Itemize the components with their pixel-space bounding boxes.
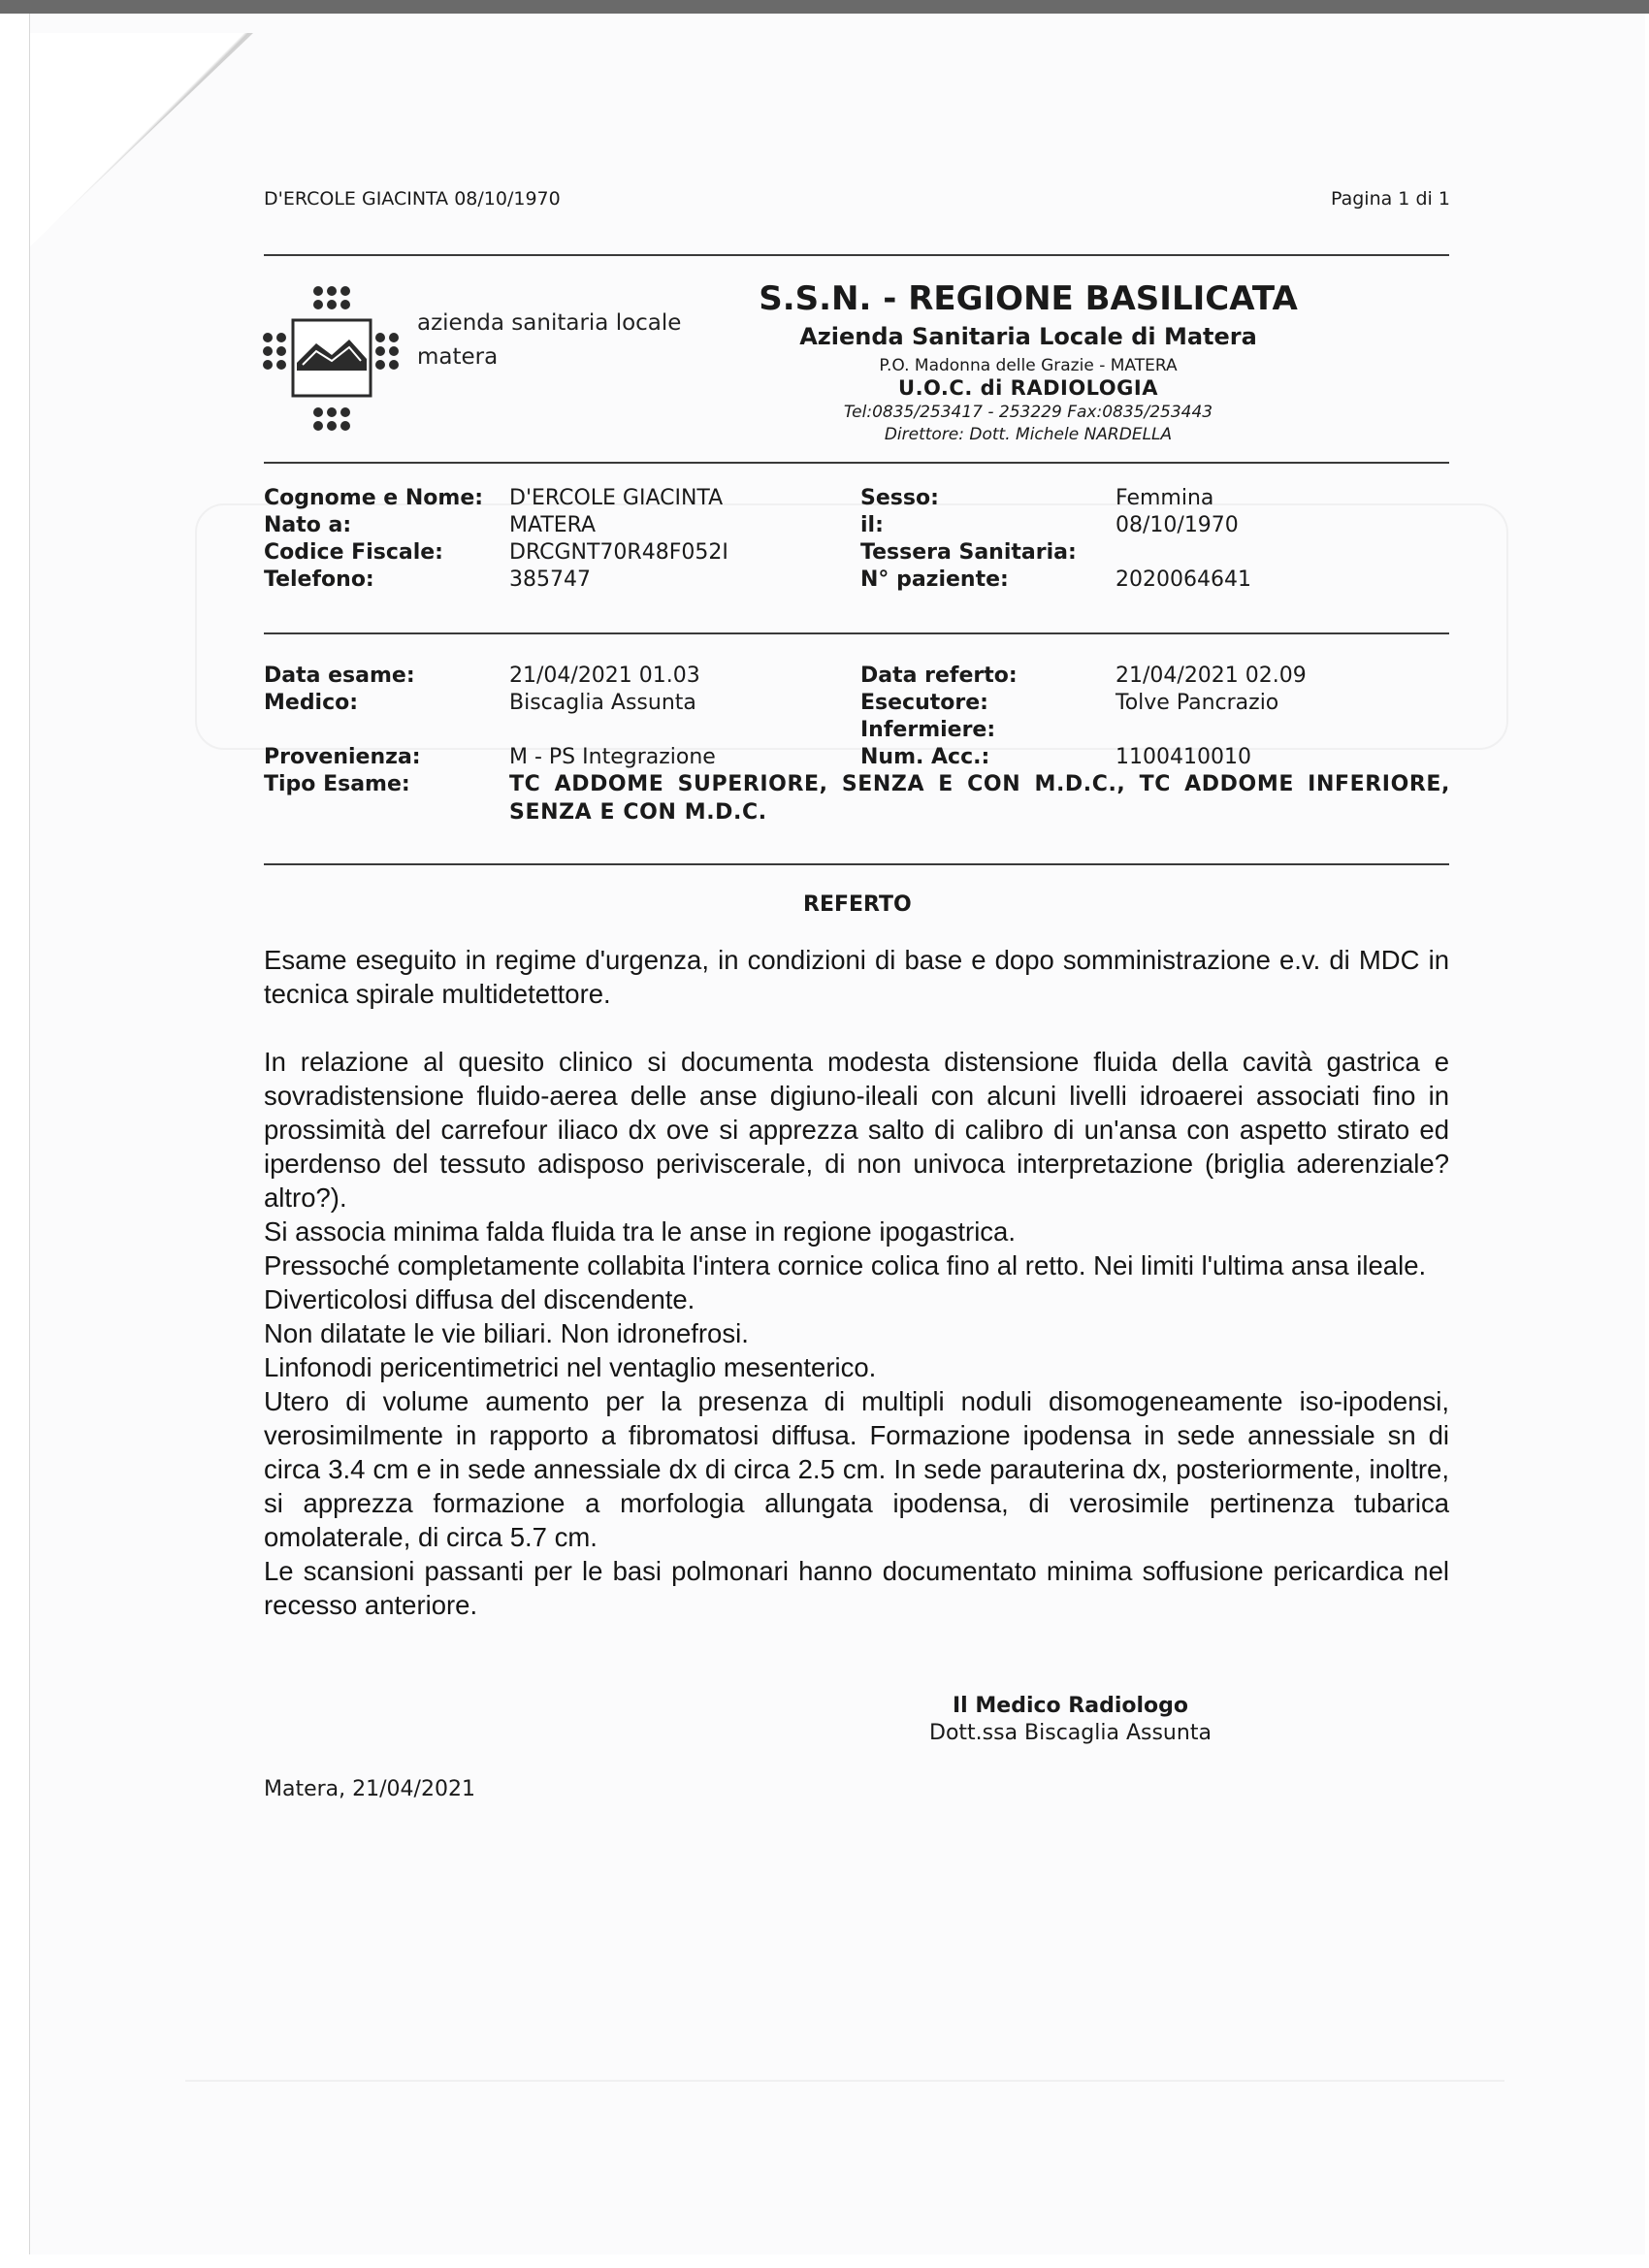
npaziente-value: 2020064641: [1116, 567, 1251, 592]
data-referto-label: Data referto:: [860, 664, 1018, 688]
header-patient-line: D'ERCOLE GIACINTA 08/10/1970: [264, 188, 561, 210]
medico-value: Biscaglia Assunta: [509, 691, 696, 715]
sesso-label: Sesso:: [860, 486, 939, 510]
report-paragraph: Pressoché completamente collabita l'intera cornice colica fino al retto. Nei limiti l'ultima ansa ileale.: [264, 1250, 1427, 1280]
tessera-label: Tessera Sanitaria:: [860, 540, 1077, 565]
logo-line-2: matera: [417, 344, 499, 370]
report-paragraph: Non dilatate le vie biliari. Non idronefrosi.: [264, 1318, 749, 1348]
cf-label: Codice Fiscale:: [264, 540, 443, 565]
tipo-esame-value: TC ADDOME SUPERIORE, SENZA E CON M.D.C., TC ADDOME INFERIORE, SENZA E CON M.D.C.: [509, 772, 1450, 825]
il-label: il:: [860, 513, 884, 537]
signature-name: Dott.ssa Biscaglia Assunta: [929, 1721, 1212, 1745]
telefono-value: 385747: [509, 567, 591, 592]
numacc-value: 1100410010: [1116, 745, 1251, 769]
folded-corner: [30, 33, 253, 246]
esecutore-value: Tolve Pancrazio: [1116, 691, 1279, 715]
scan-edge: [0, 0, 1649, 14]
data-esame-value: 21/04/2021 01.03: [509, 664, 700, 688]
institution-uoc: U.O.C. di RADIOLOGIA: [898, 376, 1158, 400]
report-paragraph: Utero di volume aumento per la presenza di multipli noduli disomogeneamente iso-ipodensi, verosimilmente in rapporto a fibromatosi diffusa. Formazione ipodensa in sede annessiale sn di circa 3.4 cm e in sede annessiale dx di circa 2.5 cm. In sede parauterina dx, posteriormente, inoltre, si apprezza formazione a morfologia allungata ipodensa, di verosimile pertinenza tubarica omolaterale, di circa 5.7 cm.: [264, 1386, 1449, 1552]
institution-director: Direttore: Dott. Michele NARDELLA: [884, 425, 1173, 444]
report-paragraph: Esame eseguito in regime d'urgenza, in condizioni di base e dopo somministrazione e.v. di MDC in tecnica spirale multidetettore.: [264, 945, 1449, 1009]
numacc-label: Num. Acc.:: [860, 745, 990, 769]
data-referto-value: 21/04/2021 02.09: [1116, 664, 1307, 688]
institution-tel: Tel:0835/253417 - 253229 Fax:0835/253443: [843, 403, 1213, 422]
cognome-value: D'ERCOLE GIACINTA: [509, 486, 724, 510]
page-number: Pagina 1 di 1: [1331, 188, 1450, 210]
place-date: Matera, 21/04/2021: [264, 1777, 475, 1801]
tipo-esame-label: Tipo Esame:: [264, 772, 410, 796]
report-title: REFERTO: [803, 892, 912, 917]
logo-text: [417, 307, 681, 374]
report-body: [264, 943, 1449, 1622]
medico-label: Medico:: [264, 691, 359, 715]
institution-asl: Azienda Sanitaria Locale di Matera: [799, 323, 1257, 350]
divider: [264, 863, 1449, 865]
show-through-line: [185, 2080, 1504, 2082]
cognome-label: Cognome e Nome:: [264, 486, 484, 510]
divider: [264, 632, 1449, 634]
npaziente-label: N° paziente:: [860, 567, 1009, 592]
cf-value: DRCGNT70R48F052I: [509, 540, 728, 565]
institution-po: P.O. Madonna delle Grazie - MATERA: [879, 356, 1178, 375]
asl-logo-icon: [260, 283, 405, 434]
report-paragraph: Le scansioni passanti per le basi polmonari hanno documentato minima soffusione pericardica nel recesso anteriore.: [264, 1556, 1449, 1620]
data-esame-label: Data esame:: [264, 664, 415, 688]
report-paragraph: Diverticolosi diffusa del discendente.: [264, 1284, 695, 1314]
divider: [264, 462, 1449, 464]
report-paragraph: In relazione al quesito clinico si documenta modesta distensione fluida della cavità gastrica e sovradistensione fluido-aerea delle anse digiuno-ileali con alcuni livelli idroaerei associati fino in prossimità del carrefour iliaco dx ove si apprezza salto di calibro di un'ansa con aspetto stirato ed iperdenso del tessuto adisposo periviscerale, di non univoca interpretazione (briglia aderenziale? altro?).: [264, 1047, 1449, 1213]
nato-value: MATERA: [509, 513, 597, 537]
institution-title: S.S.N. - REGIONE BASILICATA: [759, 279, 1298, 318]
telefono-label: Telefono:: [264, 567, 374, 592]
infermiere-label: Infermiere:: [860, 718, 996, 742]
esecutore-label: Esecutore:: [860, 691, 988, 715]
il-value: 08/10/1970: [1116, 513, 1239, 537]
nato-label: Nato a:: [264, 513, 352, 537]
sesso-value: Femmina: [1116, 486, 1214, 510]
logo-line-1: azienda sanitaria locale: [417, 310, 682, 336]
provenienza-value: M - PS Integrazione: [509, 745, 716, 769]
divider: [264, 254, 1449, 256]
report-paragraph: Linfonodi pericentimetrici nel ventaglio mesenterico.: [264, 1352, 877, 1382]
provenienza-label: Provenienza:: [264, 745, 421, 769]
report-paragraph: Si associa minima falda fluida tra le anse in regione ipogastrica.: [264, 1216, 1016, 1247]
signature-role: Il Medico Radiologo: [953, 1694, 1189, 1718]
